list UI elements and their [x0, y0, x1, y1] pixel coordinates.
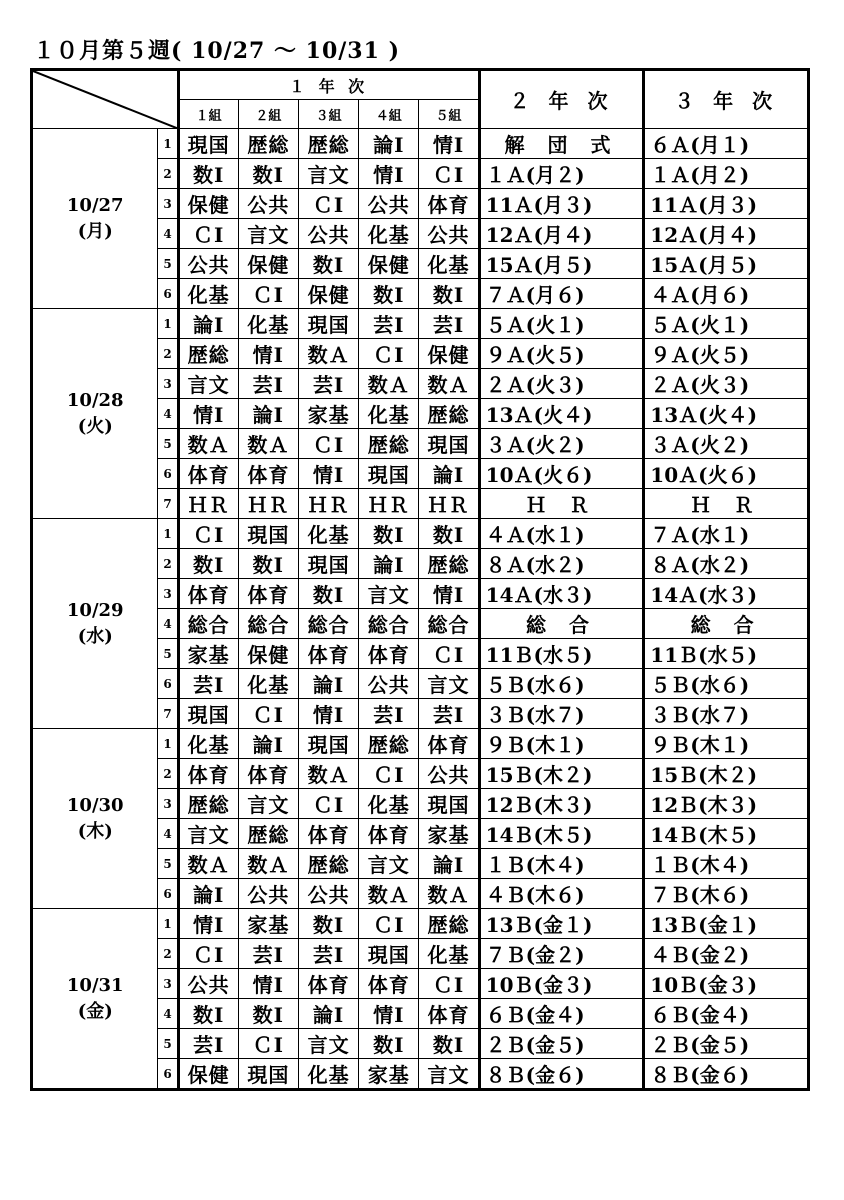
year2-cell: ９Ｂ(木１) [479, 729, 644, 759]
year1-class4-subject: 数Ⅰ [359, 519, 419, 549]
year1-class3-subject: 論Ⅰ [298, 999, 358, 1029]
year1-class2-subject: 数Ａ [238, 429, 298, 459]
year1-class2-subject: ＣⅠ [238, 699, 298, 729]
year1-class1-subject: 体育 [178, 759, 238, 789]
year2-cell: ５Ａ(火１) [479, 309, 644, 339]
year2-cell: １Ａ(月２) [479, 159, 644, 189]
year2-cell: ３Ｂ(水７) [479, 699, 644, 729]
page-title: １０月第５週( 10/27 ～ 10/31 ) [33, 38, 400, 64]
year1-class1-subject: 論Ⅰ [178, 309, 238, 339]
period-number: 3 [158, 969, 178, 999]
year1-header: １ 年 次 [178, 70, 479, 100]
year2-cell: 10Ｂ(金３) [479, 969, 644, 999]
year3-cell: ３Ｂ(水７) [644, 699, 809, 729]
year1-class5-subject: 論Ⅰ [419, 459, 479, 489]
diagonal-line [33, 71, 178, 129]
year1-class1-subject: ＣⅠ [178, 519, 238, 549]
period-number: 4 [158, 609, 178, 639]
year1-class2-subject: 化基 [238, 669, 298, 699]
year3-cell: ２Ｂ(金５) [644, 1029, 809, 1059]
year3-cell: ８Ｂ(金６) [644, 1059, 809, 1090]
year2-cell: 15Ａ(月５) [479, 249, 644, 279]
year1-class4-subject: 化基 [359, 219, 419, 249]
year1-class5-subject: 数Ⅰ [419, 279, 479, 309]
day-date: 10/31 [66, 974, 124, 996]
year3-cell: 14Ｂ(木５) [644, 819, 809, 849]
period-row [32, 309, 809, 339]
year1-class1-subject: 現国 [178, 699, 238, 729]
year1-class4-subject: 家基 [359, 1059, 419, 1090]
year2-cell: Ｈ Ｒ [479, 489, 644, 519]
day-weekday: (月) [77, 220, 113, 242]
year1-class3-subject: ＣⅠ [298, 189, 358, 219]
year3-cell: 10Ｂ(金３) [644, 969, 809, 999]
year1-class3-subject: 保健 [298, 279, 358, 309]
year1-class3-subject: 公共 [298, 219, 358, 249]
year2-cell: 解 団 式 [479, 129, 644, 159]
year1-class4-subject: 歴総 [359, 729, 419, 759]
year1-class2-subject: ＣⅠ [238, 1029, 298, 1059]
year3-cell: 14Ａ(水３) [644, 579, 809, 609]
year1-class5-subject: 情Ⅰ [419, 129, 479, 159]
year1-class3-subject: 歴総 [298, 849, 358, 879]
year2-cell: ７Ａ(月６) [479, 279, 644, 309]
period-number: 5 [158, 429, 178, 459]
year1-class5-subject: 公共 [419, 219, 479, 249]
year1-class4-subject: 化基 [359, 789, 419, 819]
year1-class3-subject: 現国 [298, 729, 358, 759]
year3-cell: ４Ｂ(金２) [644, 939, 809, 969]
year1-class3-subject: 家基 [298, 399, 358, 429]
day-label-cell [32, 729, 158, 909]
year1-class1-subject: 数Ⅰ [178, 999, 238, 1029]
year1-class5-subject: 論Ⅰ [419, 849, 479, 879]
year1-class3-subject: 現国 [298, 309, 358, 339]
year1-class2-subject: 体育 [238, 579, 298, 609]
year1-class2-subject: 数Ⅰ [238, 999, 298, 1029]
year1-class4-subject: 現国 [359, 459, 419, 489]
year1-class1-subject: ＨＲ [178, 489, 238, 519]
year1-class2-subject: 情Ⅰ [238, 339, 298, 369]
year1-class2-subject: 保健 [238, 639, 298, 669]
year3-cell: 11Ａ(月３) [644, 189, 809, 219]
period-number: 5 [158, 249, 178, 279]
year1-class1-subject: 数Ａ [178, 429, 238, 459]
year2-cell: ４Ｂ(木６) [479, 879, 644, 909]
class-header-3: ３組 [298, 100, 358, 129]
year1-class2-subject: 総合 [238, 609, 298, 639]
period-row [32, 129, 809, 159]
year1-class4-subject: 公共 [359, 189, 419, 219]
year1-class4-subject: 言文 [359, 849, 419, 879]
year2-cell: ９Ａ(火５) [479, 339, 644, 369]
year1-class2-subject: 体育 [238, 459, 298, 489]
year3-cell: 12Ａ(月４) [644, 219, 809, 249]
year3-cell: ５Ａ(火１) [644, 309, 809, 339]
year1-class5-subject: 化基 [419, 939, 479, 969]
year1-class5-subject: 歴総 [419, 399, 479, 429]
period-number: 7 [158, 489, 178, 519]
period-number: 1 [158, 309, 178, 339]
year2-cell: 11Ａ(月３) [479, 189, 644, 219]
year1-class4-subject: ＣⅠ [359, 339, 419, 369]
year1-class2-subject: 保健 [238, 249, 298, 279]
year1-class3-subject: ＣⅠ [298, 789, 358, 819]
year1-class1-subject: 情Ⅰ [178, 909, 238, 939]
year3-cell: Ｈ Ｒ [644, 489, 809, 519]
year2-cell: ５Ｂ(水６) [479, 669, 644, 699]
year1-class2-subject: 論Ⅰ [238, 399, 298, 429]
year1-class1-subject: 数Ａ [178, 849, 238, 879]
year2-cell: ７Ｂ(金２) [479, 939, 644, 969]
year1-class2-subject: 芸Ⅰ [238, 939, 298, 969]
year1-class3-subject: 情Ⅰ [298, 459, 358, 489]
period-number: 3 [158, 789, 178, 819]
year1-class4-subject: 保健 [359, 249, 419, 279]
period-row [32, 729, 809, 759]
year1-class4-subject: ＣⅠ [359, 909, 419, 939]
year1-class3-subject: ＨＲ [298, 489, 358, 519]
year1-class1-subject: 体育 [178, 579, 238, 609]
year1-class2-subject: 現国 [238, 519, 298, 549]
year1-class3-subject: 数Ⅰ [298, 579, 358, 609]
year1-class3-subject: 言文 [298, 1029, 358, 1059]
year1-class5-subject: 歴総 [419, 549, 479, 579]
period-number: 2 [158, 159, 178, 189]
year1-class1-subject: 保健 [178, 189, 238, 219]
day-weekday: (木) [77, 820, 113, 842]
period-number: 3 [158, 369, 178, 399]
year1-class2-subject: 言文 [238, 219, 298, 249]
year1-class4-subject: 論Ⅰ [359, 129, 419, 159]
day-label-cell [32, 129, 158, 309]
year1-class4-subject: 数Ａ [359, 369, 419, 399]
year1-class5-subject: 数Ａ [419, 879, 479, 909]
year3-cell: 15Ｂ(木２) [644, 759, 809, 789]
year1-class1-subject: 論Ⅰ [178, 879, 238, 909]
class-header-2: ２組 [238, 100, 298, 129]
year1-class5-subject: 体育 [419, 999, 479, 1029]
period-number: 2 [158, 339, 178, 369]
year2-cell: ４Ａ(水１) [479, 519, 644, 549]
period-number: 5 [158, 1029, 178, 1059]
year2-cell: ２Ａ(火３) [479, 369, 644, 399]
day-date: 10/30 [66, 794, 124, 816]
year1-class2-subject: 論Ⅰ [238, 729, 298, 759]
year2-cell: 12Ａ(月４) [479, 219, 644, 249]
period-number: 7 [158, 699, 178, 729]
year1-class4-subject: 体育 [359, 639, 419, 669]
year1-class1-subject: 歴総 [178, 789, 238, 819]
period-row [32, 909, 809, 939]
year1-class2-subject: 歴総 [238, 819, 298, 849]
year1-class5-subject: 保健 [419, 339, 479, 369]
year3-cell: ４Ａ(月６) [644, 279, 809, 309]
corner-header-cell [32, 70, 179, 129]
period-number: 6 [158, 279, 178, 309]
period-number: 1 [158, 129, 178, 159]
year3-cell: 15Ａ(月５) [644, 249, 809, 279]
year1-class2-subject: 歴総 [238, 129, 298, 159]
year2-cell: ８Ａ(水２) [479, 549, 644, 579]
year1-class5-subject: 数Ａ [419, 369, 479, 399]
year1-class5-subject: 芸Ⅰ [419, 309, 479, 339]
year1-class5-subject: 現国 [419, 429, 479, 459]
year1-class3-subject: 現国 [298, 549, 358, 579]
year2-cell: 14Ａ(水３) [479, 579, 644, 609]
year1-class4-subject: ＣⅠ [359, 759, 419, 789]
year1-class1-subject: 数Ⅰ [178, 549, 238, 579]
year1-class3-subject: 数Ａ [298, 759, 358, 789]
year1-class2-subject: 家基 [238, 909, 298, 939]
class-header-5: ５組 [419, 100, 479, 129]
year1-class3-subject: 体育 [298, 639, 358, 669]
day-date: 10/28 [66, 389, 124, 411]
year3-cell: 10Ａ(火６) [644, 459, 809, 489]
period-number: 6 [158, 879, 178, 909]
period-number: 1 [158, 729, 178, 759]
year1-class5-subject: 歴総 [419, 909, 479, 939]
year3-cell: 13Ａ(火４) [644, 399, 809, 429]
year1-class2-subject: 数Ａ [238, 849, 298, 879]
period-number: 1 [158, 909, 178, 939]
year1-class1-subject: 現国 [178, 129, 238, 159]
year3-cell: ６Ａ(月１) [644, 129, 809, 159]
year3-cell: ６Ｂ(金４) [644, 999, 809, 1029]
year1-class5-subject: ＣⅠ [419, 639, 479, 669]
year1-class3-subject: 論Ⅰ [298, 669, 358, 699]
year2-cell: ８Ｂ(金６) [479, 1059, 644, 1090]
year1-class5-subject: 数Ⅰ [419, 519, 479, 549]
year1-class2-subject: 数Ⅰ [238, 549, 298, 579]
period-number: 2 [158, 939, 178, 969]
year1-class4-subject: 情Ⅰ [359, 999, 419, 1029]
period-number: 4 [158, 819, 178, 849]
year1-class4-subject: 化基 [359, 399, 419, 429]
schedule-table [30, 68, 810, 1091]
year1-class5-subject: ＣⅠ [419, 159, 479, 189]
period-number: 4 [158, 219, 178, 249]
year1-class2-subject: 言文 [238, 789, 298, 819]
year1-class1-subject: 体育 [178, 459, 238, 489]
year1-class1-subject: ＣⅠ [178, 939, 238, 969]
year1-class1-subject: 家基 [178, 639, 238, 669]
year1-class4-subject: 公共 [359, 669, 419, 699]
period-number: 2 [158, 759, 178, 789]
year1-class5-subject: 芸Ⅰ [419, 699, 479, 729]
year1-class1-subject: 化基 [178, 279, 238, 309]
year1-class1-subject: 保健 [178, 1059, 238, 1090]
year1-class5-subject: 家基 [419, 819, 479, 849]
period-number: 2 [158, 549, 178, 579]
period-number: 6 [158, 459, 178, 489]
year1-class5-subject: 言文 [419, 669, 479, 699]
year1-class3-subject: 数Ａ [298, 339, 358, 369]
year1-class3-subject: 数Ⅰ [298, 909, 358, 939]
year1-class4-subject: 総合 [359, 609, 419, 639]
year1-class2-subject: 芸Ⅰ [238, 369, 298, 399]
year2-cell: ６Ｂ(金４) [479, 999, 644, 1029]
year1-class5-subject: 総合 [419, 609, 479, 639]
year2-cell: 総 合 [479, 609, 644, 639]
year3-cell: 総 合 [644, 609, 809, 639]
year1-class3-subject: 体育 [298, 819, 358, 849]
year1-class4-subject: 数Ａ [359, 879, 419, 909]
period-number: 4 [158, 999, 178, 1029]
year1-class1-subject: 芸Ⅰ [178, 1029, 238, 1059]
year1-class5-subject: ＣⅠ [419, 969, 479, 999]
year1-class1-subject: ＣⅠ [178, 219, 238, 249]
year1-class1-subject: 化基 [178, 729, 238, 759]
period-number: 6 [158, 1059, 178, 1090]
period-number: 3 [158, 579, 178, 609]
period-number: 5 [158, 639, 178, 669]
year3-cell: ３Ａ(火２) [644, 429, 809, 459]
year1-class3-subject: 数Ⅰ [298, 249, 358, 279]
year3-cell: ７Ｂ(木６) [644, 879, 809, 909]
year1-class2-subject: 公共 [238, 879, 298, 909]
year1-class4-subject: 体育 [359, 819, 419, 849]
year2-cell: ２Ｂ(金５) [479, 1029, 644, 1059]
year1-class3-subject: 化基 [298, 1059, 358, 1090]
year1-class5-subject: 情Ⅰ [419, 579, 479, 609]
year1-class3-subject: 公共 [298, 879, 358, 909]
year1-class3-subject: 芸Ⅰ [298, 939, 358, 969]
year1-class3-subject: 芸Ⅰ [298, 369, 358, 399]
year3-cell: 11Ｂ(水５) [644, 639, 809, 669]
year1-class1-subject: 公共 [178, 249, 238, 279]
year2-cell: 12Ｂ(木３) [479, 789, 644, 819]
day-date: 10/29 [66, 599, 124, 621]
year2-cell: 15Ｂ(木２) [479, 759, 644, 789]
year1-class2-subject: ＨＲ [238, 489, 298, 519]
year1-class5-subject: 体育 [419, 189, 479, 219]
period-number: 1 [158, 519, 178, 549]
year1-class5-subject: 現国 [419, 789, 479, 819]
year1-class3-subject: 言文 [298, 159, 358, 189]
year3-cell: １Ａ(月２) [644, 159, 809, 189]
period-number: 4 [158, 399, 178, 429]
year1-class3-subject: 情Ⅰ [298, 699, 358, 729]
year1-class4-subject: 論Ⅰ [359, 549, 419, 579]
day-weekday: (水) [77, 625, 113, 647]
year1-class1-subject: 歴総 [178, 339, 238, 369]
period-number: 3 [158, 189, 178, 219]
period-number: 5 [158, 849, 178, 879]
year3-cell: ８Ａ(水２) [644, 549, 809, 579]
year2-header: ２ 年 次 [479, 70, 644, 129]
year1-class4-subject: 言文 [359, 579, 419, 609]
year1-class1-subject: 情Ⅰ [178, 399, 238, 429]
day-date: 10/27 [66, 194, 124, 216]
year2-cell: ３Ａ(火２) [479, 429, 644, 459]
year3-cell: 13Ｂ(金１) [644, 909, 809, 939]
year3-cell: ２Ａ(火３) [644, 369, 809, 399]
period-row [32, 519, 809, 549]
year1-class5-subject: 公共 [419, 759, 479, 789]
year3-cell: ７Ａ(水１) [644, 519, 809, 549]
year1-class2-subject: 数Ⅰ [238, 159, 298, 189]
day-weekday: (金) [77, 1000, 113, 1022]
day-weekday: (火) [77, 415, 113, 437]
year1-class2-subject: 体育 [238, 759, 298, 789]
year1-class3-subject: ＣⅠ [298, 429, 358, 459]
class-header-4: ４組 [359, 100, 419, 129]
year2-cell: 11Ｂ(水５) [479, 639, 644, 669]
year1-class4-subject: 数Ⅰ [359, 279, 419, 309]
year1-class3-subject: 歴総 [298, 129, 358, 159]
year1-class5-subject: 化基 [419, 249, 479, 279]
year1-class4-subject: 芸Ⅰ [359, 699, 419, 729]
year1-class4-subject: 数Ⅰ [359, 1029, 419, 1059]
year2-cell: 13Ｂ(金１) [479, 909, 644, 939]
day-label-cell [32, 309, 158, 519]
year1-class1-subject: 芸Ⅰ [178, 669, 238, 699]
year2-cell: １Ｂ(木４) [479, 849, 644, 879]
year1-class2-subject: ＣⅠ [238, 279, 298, 309]
year1-class4-subject: 体育 [359, 969, 419, 999]
year1-class2-subject: 公共 [238, 189, 298, 219]
year2-cell: 14Ｂ(木５) [479, 819, 644, 849]
year1-class1-subject: 言文 [178, 369, 238, 399]
year1-class4-subject: 歴総 [359, 429, 419, 459]
year1-class2-subject: 情Ⅰ [238, 969, 298, 999]
year3-cell: １Ｂ(木４) [644, 849, 809, 879]
year3-cell: ９Ａ(火５) [644, 339, 809, 369]
year1-class1-subject: 公共 [178, 969, 238, 999]
year1-class5-subject: 体育 [419, 729, 479, 759]
year3-cell: ５Ｂ(水６) [644, 669, 809, 699]
period-number: 6 [158, 669, 178, 699]
year1-class1-subject: 総合 [178, 609, 238, 639]
year3-cell: ９Ｂ(木１) [644, 729, 809, 759]
year1-class4-subject: 情Ⅰ [359, 159, 419, 189]
year1-class5-subject: ＨＲ [419, 489, 479, 519]
year1-class2-subject: 化基 [238, 309, 298, 339]
year2-cell: 10Ａ(火６) [479, 459, 644, 489]
year1-class4-subject: 芸Ⅰ [359, 309, 419, 339]
year1-class4-subject: 現国 [359, 939, 419, 969]
year2-cell: 13Ａ(火４) [479, 399, 644, 429]
year1-class1-subject: 数Ⅰ [178, 159, 238, 189]
class-header-1: １組 [178, 100, 238, 129]
day-label-cell [32, 909, 158, 1090]
year1-class3-subject: 化基 [298, 519, 358, 549]
year1-class5-subject: 数Ⅰ [419, 1029, 479, 1059]
year1-class4-subject: ＨＲ [359, 489, 419, 519]
year1-class1-subject: 言文 [178, 819, 238, 849]
year1-class3-subject: 総合 [298, 609, 358, 639]
year3-cell: 12Ｂ(木３) [644, 789, 809, 819]
year3-header: ３ 年 次 [644, 70, 809, 129]
year1-class5-subject: 言文 [419, 1059, 479, 1090]
year1-class3-subject: 体育 [298, 969, 358, 999]
day-label-cell [32, 519, 158, 729]
year1-class2-subject: 現国 [238, 1059, 298, 1090]
